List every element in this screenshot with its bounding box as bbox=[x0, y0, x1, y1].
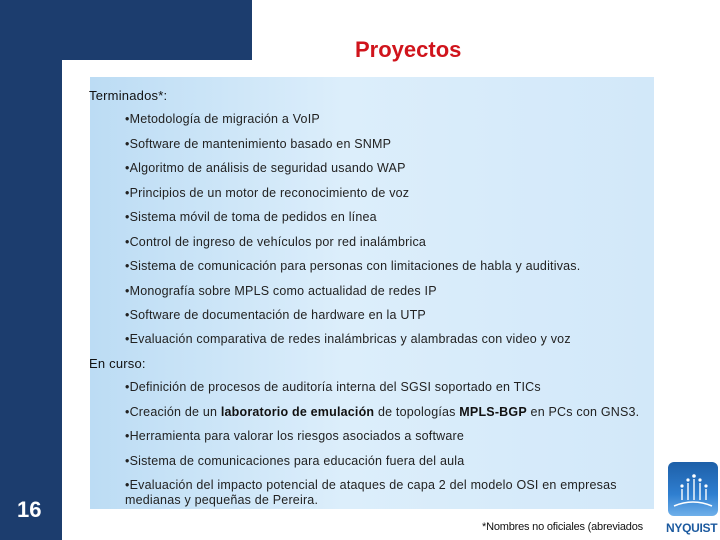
item-2-text-a: •Creación de un bbox=[125, 405, 221, 419]
footnote: *Nombres no oficiales (abreviados bbox=[482, 521, 643, 533]
nyquist-logo-icon bbox=[668, 462, 718, 516]
logo-graphic bbox=[668, 462, 718, 516]
logo-wordmark: NYQUIST bbox=[666, 521, 718, 535]
completed-item-6: •Control de ingreso de vehículos por red inalámbrica bbox=[125, 235, 427, 249]
item-2-bold-lab: laboratorio de emulación bbox=[220, 405, 375, 419]
slide-title: Proyectos bbox=[355, 37, 462, 62]
in-progress-heading: En curso: bbox=[89, 356, 146, 371]
completed-item-10: •Evaluación comparativa de redes inalámbricas y alambradas con video y voz bbox=[125, 332, 571, 346]
in-progress-item-4: •Sistema de comunicaciones para educación fuera del aula bbox=[125, 454, 465, 468]
in-progress-item-3: •Herramienta para valorar los riesgos asociados a software bbox=[125, 429, 465, 443]
item-2-bold-mpls: MPLS-BGP bbox=[459, 405, 527, 419]
completed-item-3: •Algoritmo de análisis de seguridad usando WAP bbox=[125, 161, 406, 175]
completed-item-8: •Monografía sobre MPLS como actualidad de redes IP bbox=[125, 284, 437, 298]
completed-item-7: •Sistema de comunicación para personas con limitaciones de habla y auditivas. bbox=[125, 259, 581, 273]
completed-item-1: •Metodología de migración a VoIP bbox=[125, 112, 320, 126]
in-progress-item-2 bbox=[125, 405, 639, 419]
item-2-text-c: en PCs con GNS3. bbox=[526, 405, 640, 419]
in-progress-item-1: •Definición de procesos de auditoría interna del SGSI soportado en TICs bbox=[125, 380, 541, 394]
band-corner bbox=[62, 60, 92, 90]
completed-item-2: •Software de mantenimiento basado en SNMP bbox=[125, 137, 392, 151]
in-progress-item-5: •Evaluación del impacto potencial de ataques de capa 2 del modelo OSI en empresas medianas y pequeñas de Pereira. bbox=[125, 478, 617, 507]
completed-heading: Terminados*: bbox=[89, 88, 168, 103]
page-number: 16 bbox=[17, 497, 42, 522]
top-header-band bbox=[0, 0, 252, 60]
completed-item-5: •Sistema móvil de toma de pedidos en línea bbox=[125, 210, 377, 224]
completed-item-9: •Software de documentación de hardware en la UTP bbox=[125, 308, 426, 322]
completed-item-4: •Principios de un motor de reconocimiento de voz bbox=[125, 186, 410, 200]
item-2-text-b: de topologías bbox=[374, 405, 460, 419]
left-sidebar-band bbox=[0, 0, 62, 540]
